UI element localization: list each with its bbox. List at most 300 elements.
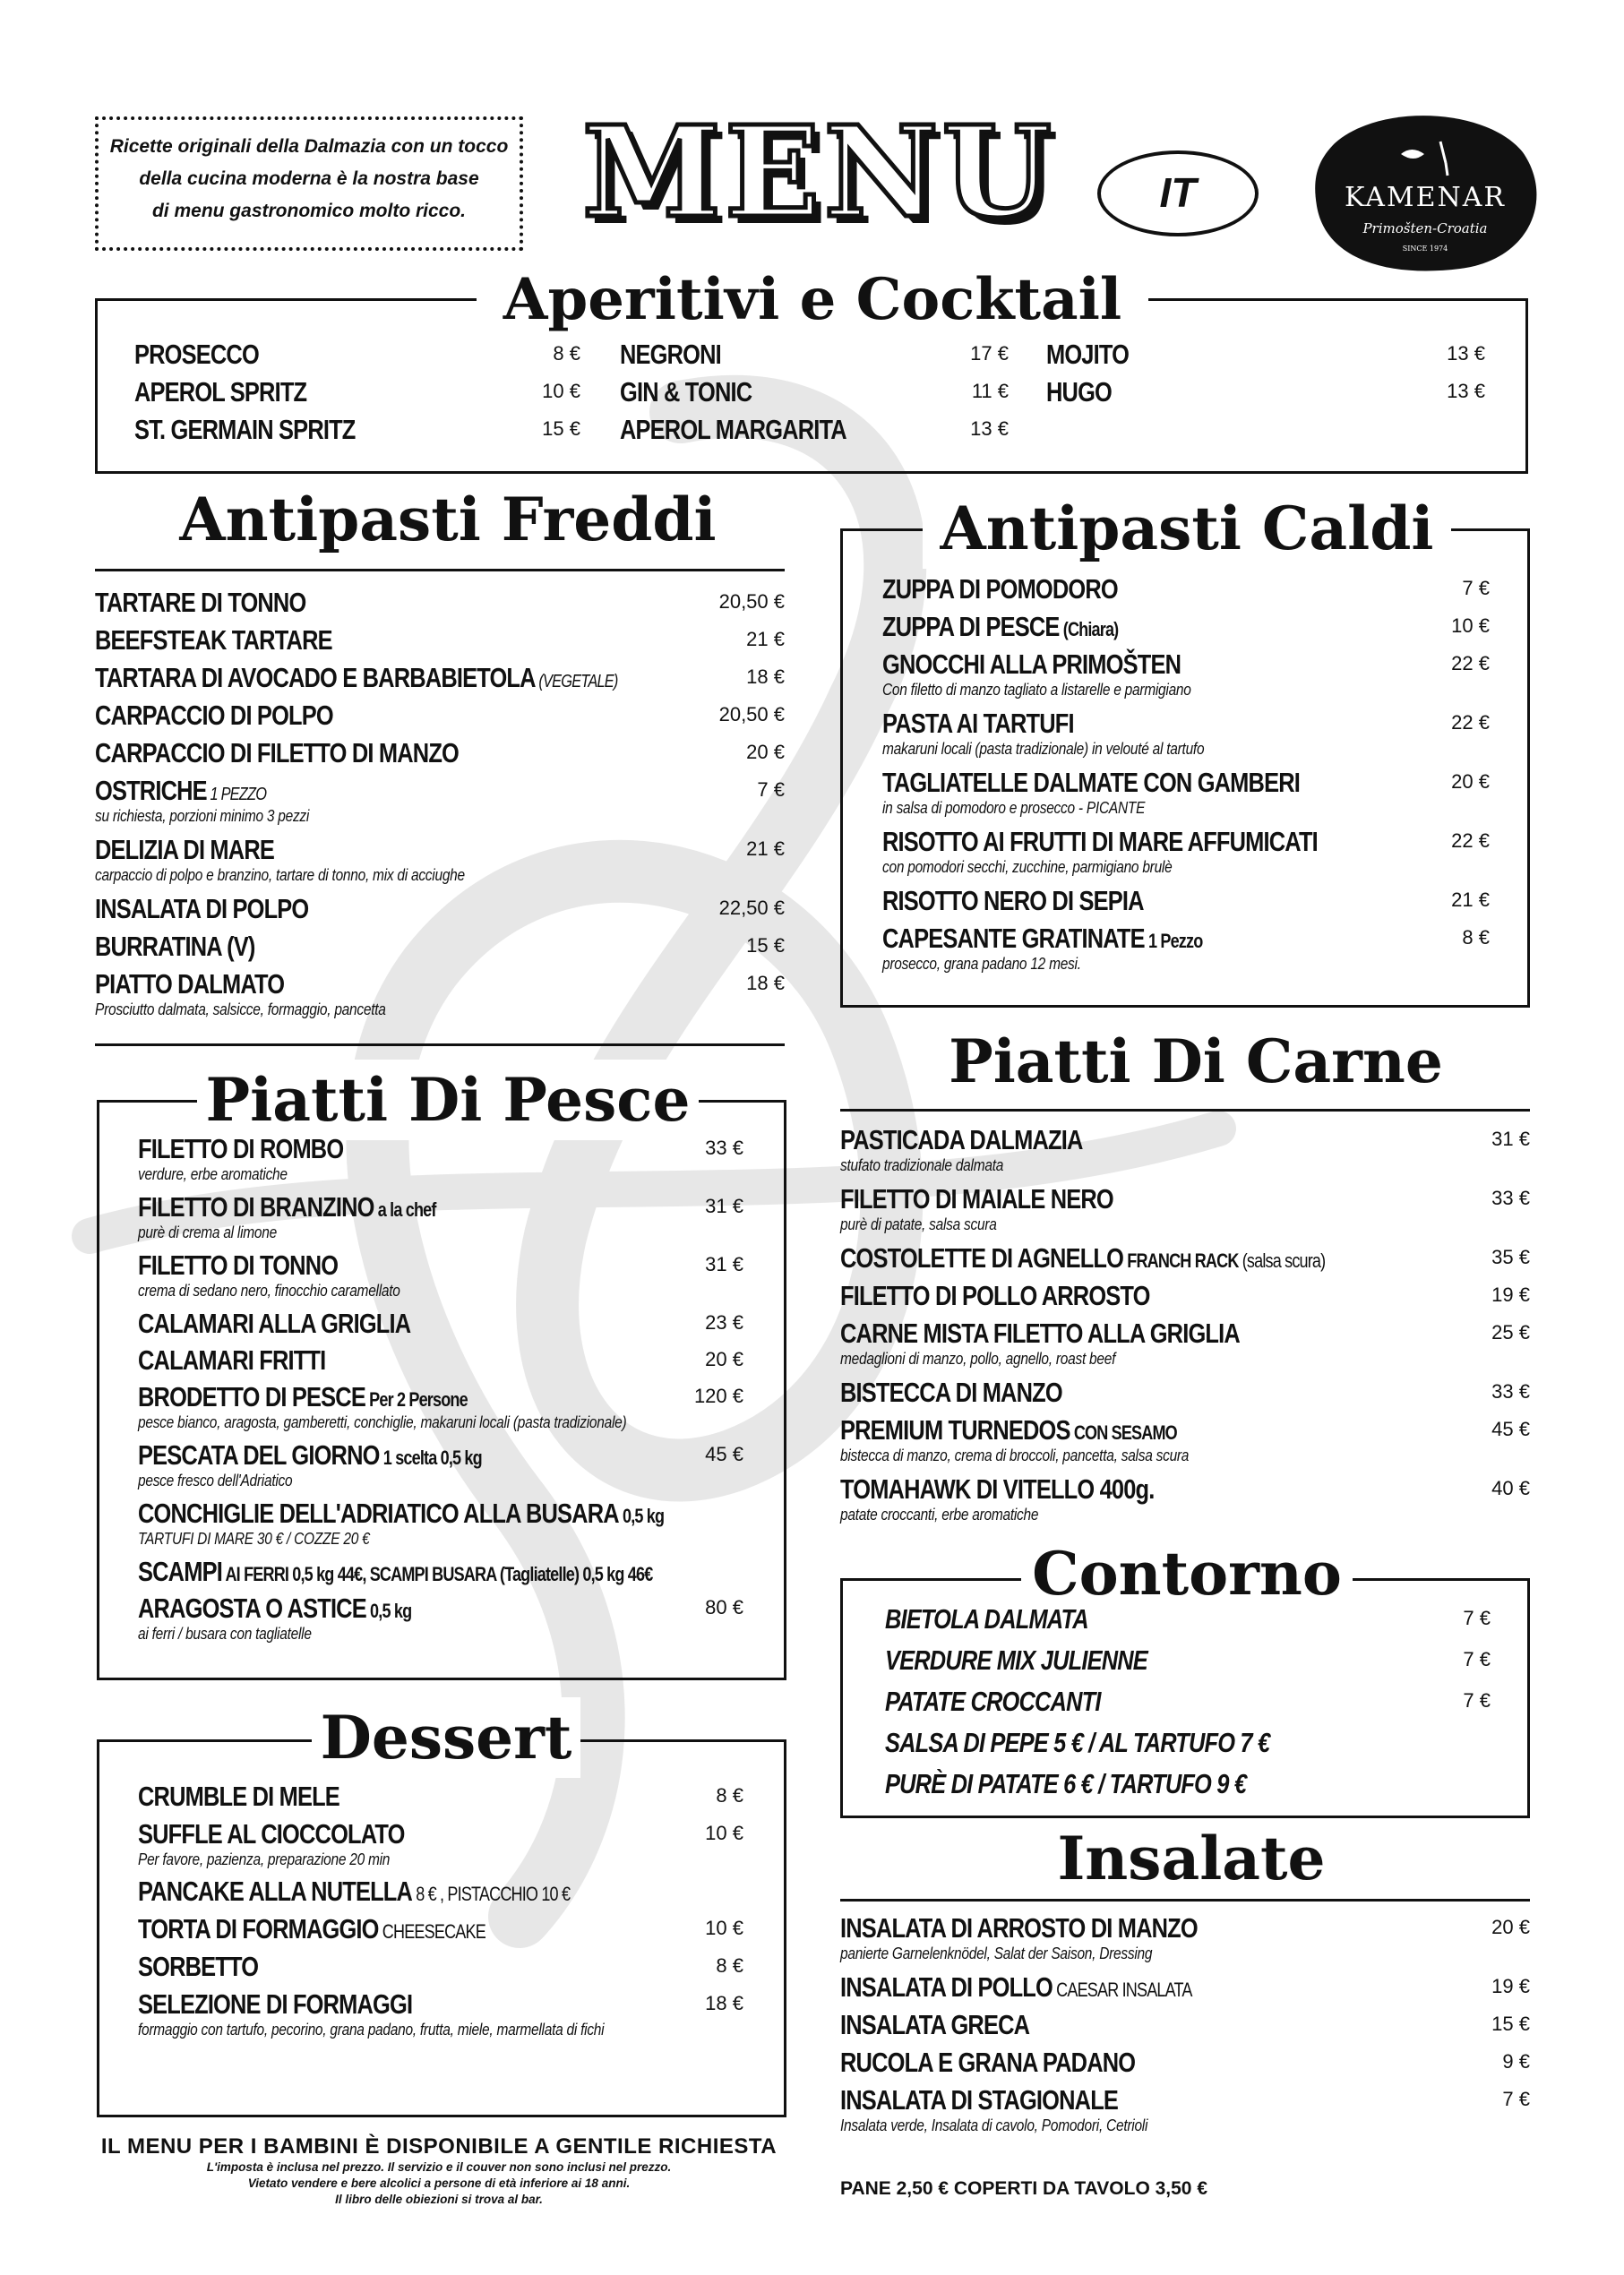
item-name-text: ARAGOSTA O ASTICE	[138, 1592, 366, 1624]
item-name-text: COSTOLETTE DI AGNELLO	[840, 1242, 1124, 1274]
item-price: 10 €	[542, 380, 580, 402]
carne-top-rule	[840, 1109, 1530, 1112]
item-name-text: FILETTO DI POLLO ARROSTO	[840, 1280, 1150, 1311]
item-name-text: BURRATINA (V)	[95, 931, 255, 962]
item-price: 22 €	[1451, 829, 1490, 852]
menu-item	[138, 1556, 743, 1588]
item-name	[885, 1768, 1246, 1800]
item-price: 45 €	[1491, 1418, 1530, 1440]
menu-item	[95, 737, 785, 769]
language-badge: IT	[1097, 150, 1259, 236]
item-name-text: DELIZIA DI MARE	[95, 834, 275, 865]
contorno-title: Contorno	[1021, 1533, 1353, 1614]
item-name-text: SCAMPI	[138, 1556, 222, 1587]
item-price: 33 €	[705, 1137, 743, 1159]
item-name-text: PROSECCO	[134, 339, 259, 370]
item-name	[840, 2047, 1135, 2079]
item-name-text: RISOTTO AI FRUTTI DI MARE AFFUMICATI	[882, 826, 1318, 857]
item-name-text: BISTECCA DI MANZO	[840, 1377, 1062, 1408]
item-name-text: INSALATA GRECA	[840, 2009, 1030, 2040]
item-price: 25 €	[1491, 1321, 1530, 1344]
footer-note: L'imposta è inclusa nel prezzo. Il servizio e il couver non sono inclusi nel prezzo.	[206, 2160, 672, 2174]
item-description: verdure, erbe aromatiche	[138, 1165, 288, 1183]
menu-item	[882, 708, 1490, 758]
item-price: 7 €	[1502, 2088, 1530, 2110]
menu-item	[138, 1876, 743, 1908]
item-name-text: CAPESANTE GRATINATE	[882, 923, 1145, 954]
menu-item	[95, 834, 785, 884]
item-name-text: PASTICADA DALMAZIA	[840, 1124, 1083, 1155]
item-name-text: PASTA AI TARTUFI	[882, 708, 1074, 739]
item-name-text: TARTARE DI TONNO	[95, 587, 306, 618]
item-name-text: ZUPPA DI POMODORO	[882, 573, 1118, 605]
menu-item	[95, 624, 785, 657]
item-suffix: 0,5 kg	[618, 1505, 665, 1527]
item-price: 22 €	[1451, 711, 1490, 734]
item-suffix: Per 2 Persone	[365, 1388, 468, 1411]
item-name-text: TARTARA DI AVOCADO E BARBABIETOLA	[95, 662, 536, 693]
item-name-text: GNOCCHI ALLA PRIMOŠTEN	[882, 648, 1181, 680]
intro-line: Ricette originali della Dalmazia con un tocco	[109, 136, 509, 157]
item-name-text: PREMIUM TURNEDOS	[840, 1414, 1070, 1446]
menu-item	[138, 1781, 743, 1813]
menu-item	[840, 1377, 1530, 1409]
item-price: 20 €	[705, 1348, 743, 1370]
item-price: 21 €	[1451, 889, 1490, 911]
menu-item	[134, 339, 580, 371]
menu-item	[882, 767, 1490, 817]
item-name	[95, 834, 274, 866]
item-description: bistecca di manzo, crema di broccoli, pancetta, salsa scura	[840, 1447, 1190, 1464]
item-name	[840, 1280, 1150, 1312]
item-price: 18 €	[705, 1992, 743, 2014]
item-name-text: CARPACCIO DI FILETTO DI MANZO	[95, 737, 459, 768]
item-name-text: RISOTTO NERO DI SEPIA	[882, 885, 1144, 916]
item-name	[620, 339, 721, 371]
item-name-text: CARPACCIO DI POLPO	[95, 700, 333, 731]
item-description: crema di sedano nero, finocchio caramellato	[138, 1282, 400, 1300]
menu-item	[95, 893, 785, 925]
item-name-text: RUCOLA E GRANA PADANO	[840, 2047, 1136, 2078]
menu-item	[882, 648, 1490, 699]
item-price: 33 €	[1491, 1187, 1530, 1209]
menu-item	[882, 611, 1490, 643]
item-suffix: (salsa scura)	[1238, 1249, 1326, 1272]
item-name-text: TOMAHAWK DI VITELLO 400g.	[840, 1473, 1155, 1505]
item-price: 15 €	[746, 934, 785, 957]
item-name-text: APEROL MARGARITA	[620, 414, 846, 445]
item-name	[882, 767, 1300, 799]
menu-item	[138, 1133, 743, 1183]
item-name	[138, 1988, 412, 2021]
item-name	[885, 1644, 1147, 1677]
item-name	[95, 968, 284, 1000]
item-suffix: CAESAR INSALATA	[1052, 1979, 1192, 2001]
item-price: 21 €	[746, 837, 785, 860]
item-price: 7 €	[757, 778, 785, 801]
item-name	[138, 1818, 405, 1850]
item-name	[882, 573, 1118, 605]
pesce-title: Piatti Di Pesce	[197, 1060, 699, 1140]
item-name-text: NEGRONI	[620, 339, 721, 370]
item-name-text: SUFFLE AL CIOCCOLATO	[138, 1818, 405, 1850]
menu-item	[138, 1439, 743, 1489]
item-name	[840, 1124, 1082, 1156]
item-price: 80 €	[705, 1596, 743, 1618]
item-name	[885, 1727, 1269, 1759]
item-price: 9 €	[1502, 2050, 1530, 2073]
item-price: 7 €	[1463, 1648, 1491, 1670]
item-name	[138, 1876, 570, 1908]
item-name-text: PANCAKE ALLA NUTELLA	[138, 1876, 413, 1907]
item-suffix: 0,5 kg	[365, 1600, 412, 1622]
item-suffix: AI FERRI 0,5 kg 44€, SCAMPI BUSARA (Tagliatelle) 0,5 kg 46€	[221, 1563, 653, 1585]
menu-item	[882, 826, 1490, 876]
item-suffix: FRANCH RACK	[1123, 1249, 1239, 1272]
menu-item	[840, 1183, 1530, 1233]
item-name-text: CARNE MISTA FILETTO ALLA GRIGLIA	[840, 1318, 1240, 1349]
item-name-text: HUGO	[1046, 376, 1112, 408]
menu-item	[95, 931, 785, 963]
item-price: 8 €	[1462, 926, 1490, 949]
item-description: Per favore, pazienza, preparazione 20 min	[138, 1850, 391, 1868]
item-name	[885, 1686, 1101, 1718]
item-name	[138, 1913, 485, 1945]
menu-item	[840, 1318, 1530, 1368]
item-name-text: SORBETTO	[138, 1951, 259, 1982]
item-price: 7 €	[1462, 577, 1490, 599]
item-price: 31 €	[705, 1195, 743, 1217]
item-price: 11 €	[971, 380, 1009, 402]
item-description: pesce fresco dell'Adriatico	[138, 1472, 293, 1489]
item-name	[95, 662, 618, 694]
menu-item	[138, 1308, 743, 1340]
aperitivi-title: Aperitivi e Cocktail	[477, 260, 1148, 340]
item-name-text: PIATTO DALMATO	[95, 968, 285, 1000]
item-description: su richiesta, porzioni minimo 3 pezzi	[95, 807, 310, 825]
item-price: 7 €	[1463, 1689, 1491, 1712]
item-name	[138, 1439, 482, 1472]
logo-name: KAMENAR	[1345, 182, 1506, 213]
menu-item	[885, 1686, 1491, 1718]
menu-item	[885, 1644, 1491, 1677]
footer-note: Vietato vendere e bere alcolici a persone di età inferiore ai 18 anni.	[247, 2176, 631, 2190]
kids-menu-note: IL MENU PER I BAMBINI È DISPONIBILE A GENTILE RICHIESTA	[100, 2134, 778, 2159]
item-price: 13 €	[970, 417, 1009, 440]
item-name	[882, 648, 1181, 681]
item-name	[134, 339, 259, 371]
item-name-text: PESCATA DEL GIORNO	[138, 1439, 380, 1471]
item-name-text: INSALATA DI STAGIONALE	[840, 2084, 1119, 2116]
carne-title: Piatti Di Carne	[923, 1021, 1469, 1102]
item-name	[840, 1473, 1154, 1506]
item-name-text: BRODETTO DI PESCE	[138, 1381, 365, 1412]
item-name-text: PATATE CROCCANTI	[885, 1686, 1101, 1717]
menu-item	[840, 2009, 1530, 2041]
item-name	[95, 737, 459, 769]
menu-item	[138, 1249, 743, 1300]
item-name	[95, 931, 255, 963]
item-name	[840, 2084, 1118, 2116]
menu-item	[840, 1912, 1530, 1962]
item-name-text: VERDURE MIX JULIENNE	[885, 1644, 1147, 1676]
item-description: con pomodori secchi, zucchine, parmigiano brulè	[882, 858, 1173, 876]
menu-item	[840, 1280, 1530, 1312]
menu-item	[138, 1191, 743, 1241]
item-name	[134, 376, 306, 408]
item-price: 20,50 €	[718, 590, 785, 613]
menu-item	[840, 1971, 1530, 2004]
menu-item	[840, 1124, 1530, 1174]
item-suffix: (VEGETALE)	[535, 672, 618, 691]
item-price: 8 €	[716, 1954, 743, 1977]
item-name	[138, 1951, 258, 1983]
item-name-text: TAGLIATELLE DALMATE CON GAMBERI	[882, 767, 1300, 798]
item-price: 20 €	[746, 741, 785, 763]
menu-item	[138, 1344, 743, 1377]
item-name	[138, 1381, 468, 1413]
item-name	[882, 826, 1318, 858]
item-name	[95, 587, 305, 619]
item-name	[1046, 339, 1129, 371]
menu-item	[620, 376, 1009, 408]
item-suffix: 1 Pezzo	[1144, 930, 1203, 952]
item-suffix: CON SESAMO	[1070, 1421, 1177, 1444]
item-name	[620, 414, 846, 446]
item-price: 10 €	[705, 1822, 743, 1844]
item-name	[840, 1318, 1240, 1350]
item-suffix: CHEESECAKE	[378, 1920, 485, 1943]
item-suffix: a la chef	[374, 1198, 436, 1221]
item-price: 13 €	[1447, 380, 1485, 402]
item-price: 35 €	[1491, 1246, 1530, 1268]
menu-item	[138, 1381, 743, 1431]
item-description: purè di crema al limone	[138, 1223, 277, 1241]
menu-item	[882, 923, 1490, 973]
item-name	[134, 414, 356, 446]
menu-item	[138, 1592, 743, 1643]
item-name	[95, 624, 332, 657]
menu-item	[1046, 339, 1485, 371]
item-description: prosecco, grana padano 12 mesi.	[882, 955, 1081, 973]
item-name-text: CONCHIGLIE DELL'ADRIATICO ALLA BUSARA	[138, 1498, 619, 1529]
item-name	[840, 1414, 1177, 1447]
item-name-text: BIETOLA DALMATA	[885, 1603, 1088, 1635]
item-name	[138, 1249, 338, 1282]
item-name	[95, 700, 333, 732]
item-name-text: OSTRICHE	[95, 775, 207, 806]
menu-item	[840, 2047, 1530, 2079]
item-name-text: GIN & TONIC	[620, 376, 752, 408]
item-name	[95, 893, 308, 925]
item-price: 19 €	[1491, 1975, 1530, 1997]
item-name	[840, 1242, 1325, 1275]
item-name	[840, 1912, 1198, 1944]
item-price: 40 €	[1491, 1477, 1530, 1499]
item-name	[840, 1183, 1113, 1215]
item-price: 18 €	[746, 972, 785, 994]
menu-item	[134, 414, 580, 446]
item-name	[882, 708, 1074, 740]
menu-title: MENU	[582, 99, 1055, 246]
item-name	[138, 1498, 664, 1530]
item-price: 15 €	[542, 417, 580, 440]
item-suffix: (Chiara)	[1059, 618, 1119, 640]
item-price: 21 €	[746, 628, 785, 650]
menu-item	[620, 339, 1009, 371]
freddi-top-rule	[95, 569, 785, 571]
item-price: 7 €	[1463, 1607, 1491, 1629]
menu-item	[620, 414, 1009, 446]
item-name-text: CRUMBLE DI MELE	[138, 1781, 339, 1812]
menu-item	[1046, 376, 1485, 408]
intro-line: di menu gastronomico molto ricco.	[151, 201, 467, 221]
item-description: medaglioni di manzo, pollo, agnello, roast beef	[840, 1350, 1116, 1368]
logo-since: SINCE 1974	[1402, 245, 1448, 253]
menu-item	[840, 2084, 1530, 2134]
item-price: 31 €	[705, 1253, 743, 1275]
item-description: stufato tradizionale dalmata	[840, 1156, 1004, 1174]
item-description: carpaccio di polpo e branzino, tartare di tonno, mix di acciughe	[95, 866, 465, 884]
logo-place: Primošten-Croatia	[1362, 220, 1488, 236]
item-price: 45 €	[705, 1443, 743, 1465]
item-description: TARTUFI DI MARE 30 € / COZZE 20 €	[138, 1530, 370, 1548]
item-name	[138, 1592, 411, 1625]
item-name	[138, 1344, 325, 1377]
menu-item	[882, 573, 1490, 605]
item-name	[138, 1308, 410, 1340]
item-name	[882, 611, 1118, 643]
insalate-title: Insalate	[1030, 1818, 1353, 1899]
item-price: 23 €	[705, 1311, 743, 1334]
item-name-text: FILETTO DI BRANZINO	[138, 1191, 374, 1223]
kamenar-logo	[1308, 107, 1542, 278]
item-name-text: ZUPPA DI PESCE	[882, 611, 1060, 642]
item-name	[138, 1556, 652, 1588]
menu-item	[95, 662, 785, 694]
intro-line: della cucina moderna è la nostra base	[139, 168, 479, 189]
menu-item	[138, 1818, 743, 1868]
item-description: ai ferri / busara con tagliatelle	[138, 1625, 312, 1643]
item-name-text: ST. GERMAIN SPRITZ	[134, 414, 356, 445]
item-name-text: FILETTO DI TONNO	[138, 1249, 339, 1281]
menu-item	[134, 376, 580, 408]
item-name-text: INSALATA DI ARROSTO DI MANZO	[840, 1912, 1198, 1944]
item-name-text: CALAMARI FRITTI	[138, 1344, 326, 1376]
insalate-top-rule	[840, 1899, 1530, 1902]
item-suffix: 8 € , PISTACCHIO 10 €	[412, 1883, 571, 1905]
item-description: in salsa di pomodoro e prosecco - PICANTE	[882, 799, 1146, 817]
item-name-text: INSALATA DI POLLO	[840, 1971, 1053, 2003]
item-description: purè di patate, salsa scura	[840, 1215, 997, 1233]
item-name	[840, 2009, 1029, 2041]
intro-box	[95, 116, 523, 251]
item-name-text: BEEFSTEAK TARTARE	[95, 624, 332, 656]
item-price: 19 €	[1491, 1283, 1530, 1306]
item-price: 22,50 €	[718, 897, 785, 919]
item-description: Prosciutto dalmata, salsicce, formaggio, pancetta	[95, 1000, 386, 1018]
item-price: 20 €	[1451, 770, 1490, 793]
footer	[81, 2134, 797, 2208]
menu-item	[95, 700, 785, 732]
bread-cover-charge: PANE 2,50 € COPERTI DA TAVOLO 3,50 €	[840, 2178, 1208, 2199]
caldi-title: Antipasti Caldi	[923, 488, 1451, 569]
item-name	[620, 376, 752, 408]
item-name-text: APEROL SPRITZ	[134, 376, 307, 408]
item-name	[885, 1603, 1088, 1635]
item-price: 31 €	[1491, 1128, 1530, 1150]
menu-item	[138, 1498, 743, 1548]
item-price: 15 €	[1491, 2013, 1530, 2035]
menu-item	[95, 587, 785, 619]
item-name	[138, 1191, 436, 1223]
menu-item	[882, 885, 1490, 917]
menu-item	[840, 1414, 1530, 1464]
menu-item	[885, 1727, 1491, 1759]
item-name-text: FILETTO DI ROMBO	[138, 1133, 344, 1164]
item-price: 120 €	[693, 1385, 743, 1407]
item-price: 18 €	[746, 665, 785, 688]
item-name	[840, 1971, 1192, 2004]
item-price: 10 €	[1451, 614, 1490, 637]
menu-item	[885, 1768, 1491, 1800]
item-description: panierte Garnelenknödel, Salat der Saison, Dressing	[840, 1944, 1153, 1962]
item-price: 8 €	[716, 1784, 743, 1807]
item-name	[1046, 376, 1112, 408]
item-name-text: FILETTO DI MAIALE NERO	[840, 1183, 1113, 1215]
item-description: patate croccanti, erbe aromatiche	[840, 1506, 1039, 1524]
menu-item	[138, 1913, 743, 1945]
menu-item	[138, 1951, 743, 1983]
menu-item	[840, 1242, 1530, 1275]
item-description: Insalata verde, Insalata di cavolo, Pomodori, Cetrioli	[840, 2116, 1148, 2134]
item-name-text: SELEZIONE DI FORMAGGI	[138, 1988, 413, 2020]
item-description: Con filetto di manzo tagliato a listarelle e parmigiano	[882, 681, 1191, 699]
item-price: 13 €	[1447, 342, 1485, 365]
item-description: makaruni locali (pasta tradizionale) in velouté al tartufo	[882, 740, 1205, 758]
menu-item	[885, 1603, 1491, 1635]
footer-note: Il libro delle obiezioni si trova al bar.	[335, 2193, 543, 2206]
item-suffix: 1 PEZZO	[206, 785, 267, 804]
item-name-text: INSALATA DI POLPO	[95, 893, 309, 924]
item-description: formaggio con tartufo, pecorino, grana padano, frutta, miele, marmellata di fichi	[138, 2021, 605, 2039]
freddi-bottom-rule	[95, 1043, 785, 1046]
menu-item	[95, 968, 785, 1018]
item-price: 20 €	[1491, 1916, 1530, 1938]
item-price: 10 €	[705, 1917, 743, 1939]
item-name	[882, 885, 1144, 917]
item-name	[138, 1133, 343, 1165]
item-name	[138, 1781, 339, 1813]
item-name	[840, 1377, 1062, 1409]
item-name-text: PURÈ DI PATATE 6 € / TARTUFO 9 €	[885, 1768, 1247, 1799]
menu-item	[95, 775, 785, 825]
menu-item	[840, 1473, 1530, 1524]
dessert-title: Dessert	[312, 1697, 580, 1778]
item-price: 17 €	[970, 342, 1009, 365]
item-name-text: SALSA DI PEPE 5 € / AL TARTUFO 7 €	[885, 1727, 1270, 1758]
item-price: 33 €	[1491, 1380, 1530, 1403]
item-price: 20,50 €	[718, 703, 785, 725]
item-description: pesce bianco, aragosta, gamberetti, conchiglie, makaruni locali (pasta tradizionale)	[138, 1413, 627, 1431]
item-suffix: 1 scelta 0,5 kg	[379, 1447, 482, 1469]
freddi-title: Antipasti Freddi	[161, 479, 735, 560]
item-price: 8 €	[553, 342, 580, 365]
menu-item	[138, 1988, 743, 2039]
item-name	[882, 923, 1202, 955]
item-price: 22 €	[1451, 652, 1490, 674]
item-name-text: CALAMARI ALLA GRIGLIA	[138, 1308, 411, 1339]
